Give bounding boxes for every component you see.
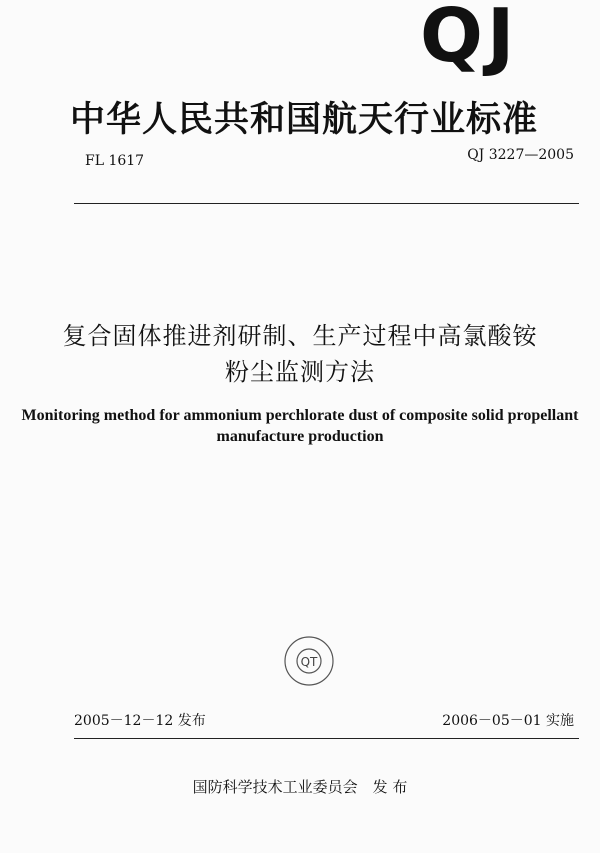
organization-heading: 中华人民共和国航天行业标准	[70, 100, 539, 140]
qj-logo: QJ	[420, 0, 519, 79]
chinese-title-line2: 粉尘监测方法	[225, 358, 375, 386]
publisher: 国防科学技术工业委员会 发 布	[192, 778, 408, 796]
english-title-line2: manufacture production	[216, 428, 384, 445]
seal-stamp-icon	[283, 635, 335, 687]
header-divider	[74, 203, 579, 204]
effective-date: 2006－05－01 实施	[442, 713, 574, 729]
chinese-title-line1: 复合固体推进剂研制、生产过程中高氯酸铵	[62, 322, 538, 350]
english-title-line1: Monitoring method for ammonium perchlorate dust of composite solid propellant	[21, 407, 579, 424]
issue-date: 2005－12－12 发布	[74, 713, 206, 729]
classification-code: FL 1617	[85, 153, 145, 169]
svg-text:QT: QT	[300, 655, 318, 669]
footer-divider	[74, 738, 579, 739]
standard-code: QJ 3227—2005	[467, 147, 574, 163]
